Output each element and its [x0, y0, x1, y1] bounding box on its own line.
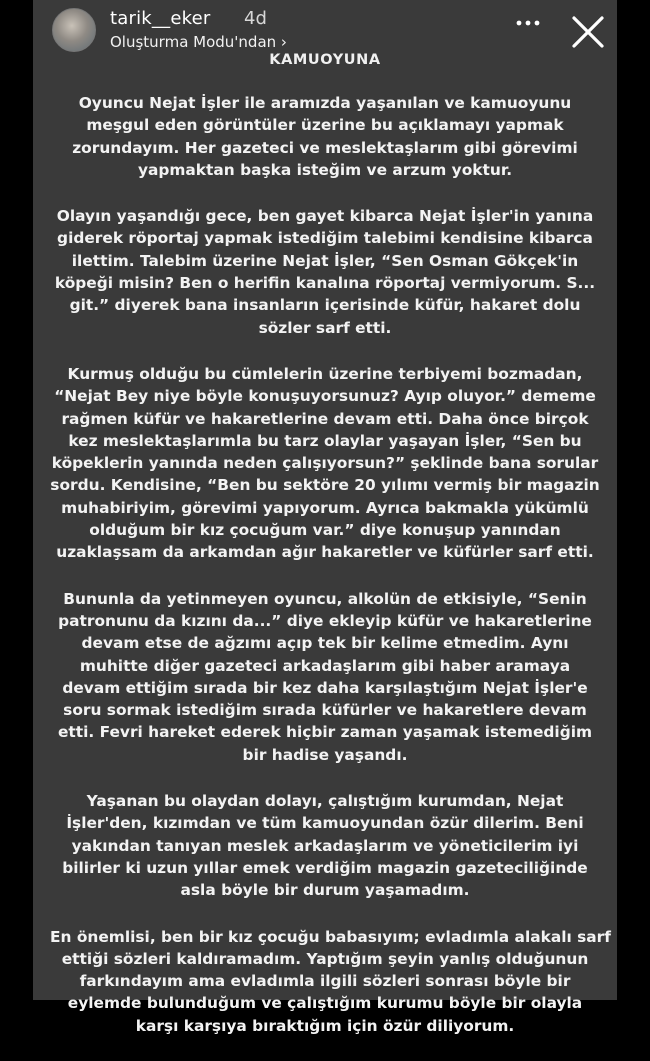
- statement-line: soru sormak istediğim sırada küfürler ve hakaretlere devam: [63, 701, 587, 720]
- username[interactable]: tarik__eker: [110, 8, 211, 29]
- statement-line: Kurmuş olduğu bu cümlelerin üzerine terbiyemi bozmadan,: [67, 364, 583, 383]
- statement-line: kez meslektaşlarımla bu tarz olaylar yaşayan İşler, “Sen bu: [68, 431, 582, 450]
- statement-line: Oyuncu Nejat İşler ile aramızda yaşanılan ve kamuoyunu: [78, 94, 572, 112]
- statement-line: muhabiriyim, görevimi yapıyorum. Ayrıca bakmakla yükümlü: [61, 498, 589, 517]
- statement-line: Yaşanan bu olaydan dolayı, çalıştığım kurumdan, Nejat: [86, 792, 564, 811]
- story-time: 4d: [244, 8, 267, 29]
- statement-line: eylemde bulunduğum ve çalıştığım kurumu böyle bir olayla: [67, 994, 583, 1013]
- story-header: [0, 0, 650, 60]
- statement-line: yapmaktan başka isteğim ve arzum yoktur.: [137, 160, 513, 179]
- avatar[interactable]: [52, 8, 96, 52]
- statement-line: uzaklaşsam da arkamdan ağır hakaretler ve küfürler sarf etti.: [56, 543, 594, 562]
- statement-line: devam etse de ağzımı açıp tek bir kelime etmedim. Aynı: [81, 634, 569, 653]
- statement-line: ettiği sözleri kaldıramadım. Yaptığım şeyin yanlış olduğunun: [61, 949, 589, 968]
- statement-paragraph: [50, 790, 600, 901]
- statement-line: İşler'den, kızımdan ve tüm kamuoyundan özür dilerim. Beni: [66, 814, 584, 833]
- statement-paragraph: [50, 926, 611, 1037]
- statement-line: En önemlisi, ben bir kız çocuğu babasıyım; evladımla alakalı sarf: [50, 927, 611, 946]
- statement-line: Olayın yaşandığı gece, ben gayet kibarca Nejat İşler'in yanına: [56, 207, 594, 226]
- close-icon[interactable]: [568, 12, 608, 52]
- statement-line: giderek röportaj yapmak istediğim talebimi kendisine kibarca: [57, 229, 593, 248]
- statement-line: Bununla da yetinmeyen oyuncu, alkolün de etkisiyle, “Senin: [63, 589, 587, 608]
- statement-line: muhitte diğer gazeteci arkadaşlarım gibi haber aramaya: [79, 656, 571, 675]
- statement-line: etti. Fevri hareket ederek hiçbir zaman yaşamak istemediğim: [57, 723, 593, 742]
- statement-paragraph: [50, 588, 600, 766]
- statement-line: patronunu da kızını da...” diye ekleyip küfür ve hakaretlerine: [58, 611, 592, 630]
- statement-paragraph: [50, 92, 600, 181]
- statement-line: olduğum bir kız çocuğum var.” diye konuşup yanından: [89, 521, 561, 540]
- statement-line: rağmen küfür ve hakaretlerine devam etti. Daha önce birçok: [61, 409, 589, 428]
- statement-line: sordu. Kendisine, “Ben bu sektöre 20 yılımı vermiş bir magazin: [50, 476, 600, 495]
- statement-line: asla böyle bir durum yaşamadım.: [180, 881, 470, 900]
- statement-line: yakından tanıyan meslek arkadaşlarım ve yöneticilerim iyi: [71, 836, 579, 855]
- statement-line: “Nejat Bey niye böyle konuşuyorsunuz? Ayıp oluyor.” dememe: [54, 387, 596, 406]
- statement-line: devam ettiğim sırada bir kez daha karşılaştığım Nejat İşler'e: [62, 678, 588, 697]
- statement-paragraph: [50, 205, 600, 339]
- statement-line: köpeği misin? Ben o herifin kanalına röportaj vermiyorum. S...: [54, 274, 596, 293]
- statement-title: KAMUOYUNA: [269, 52, 381, 68]
- creation-mode-link[interactable]: Oluşturma Modu'ndan ›: [110, 33, 287, 51]
- statement-line: git.” diyerek bana insanların içerisinde küfür, hakaret dolu: [69, 296, 581, 315]
- statement-line: bilirler ki uzun yıllar emek verdiğim magazin gazeteciliğinde: [62, 858, 588, 877]
- statement-line: sözler sarf etti.: [258, 318, 392, 337]
- statement-paragraph: [50, 363, 600, 564]
- statement-line: zorundayım. Her gazeteci ve meslektaşlarım gibi görevimi: [72, 138, 578, 157]
- statement-line: meşgul eden görüntüler üzerine bu açıklamayı yapmak: [86, 116, 564, 135]
- statement-line: ilettim. Talebim üzerine Nejat İşler, “Sen Osman Gökçek'in: [71, 251, 579, 270]
- statement-line: karşı karşıya bıraktığım için özür diliyorum.: [135, 1016, 515, 1035]
- statement-line: farkındayım ama evladımla ilgili sözleri sonrası böyle bir: [79, 972, 571, 991]
- statement-line: bir hadise yaşandı.: [242, 745, 408, 764]
- statement-line: köpeklerin yanında neden çalışıyorsun?” şeklinde bana sorular: [51, 454, 599, 473]
- more-horizontal-icon[interactable]: [513, 12, 543, 34]
- statement-body: [50, 92, 611, 1061]
